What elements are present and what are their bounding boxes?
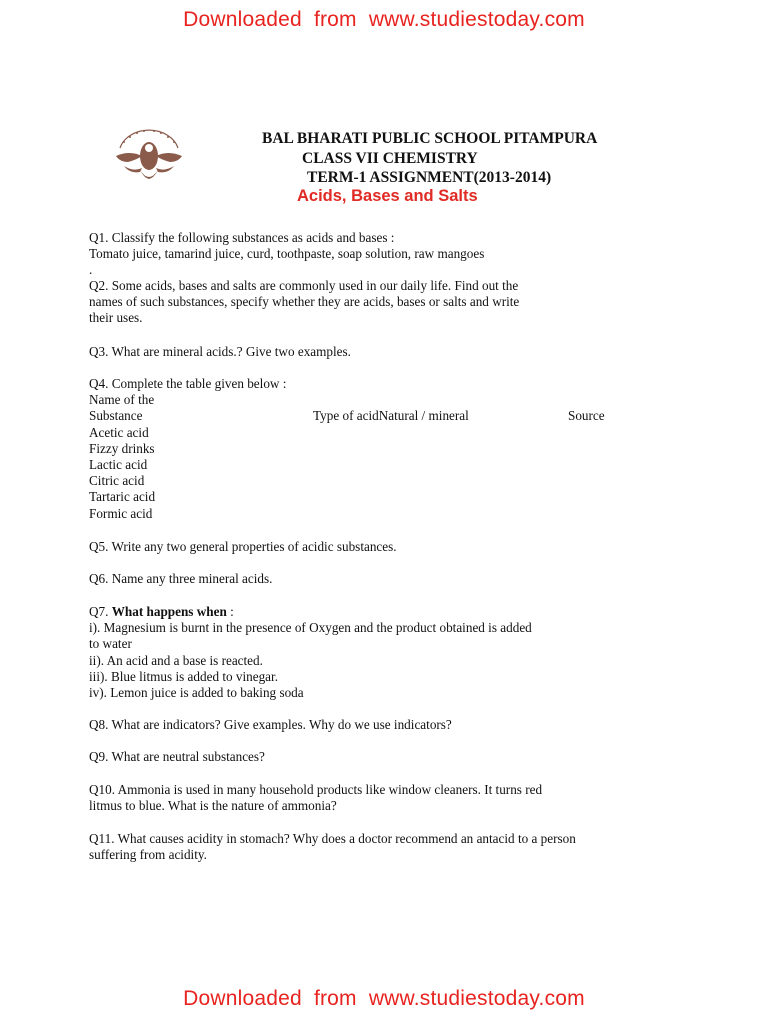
q1-line: Tomato juice, tamarind juice, curd, toothpaste, soap solution, raw mangoes <box>89 246 485 262</box>
q2-line: Q2. Some acids, bases and salts are commonly used in our daily life. Find out the <box>89 278 519 293</box>
q7-bold: What happens when <box>111 604 227 619</box>
table-header-type: Type of acidNatural / mineral <box>313 408 469 423</box>
q7-prefix: Q7. <box>89 604 112 619</box>
question-9 <box>89 749 649 765</box>
q2-line: names of such substances, specify whether they are acids, bases or salts and write <box>89 294 520 310</box>
table-row: Formic acid <box>89 505 153 521</box>
table-row: Fizzy drinks <box>89 440 155 456</box>
school-emblem-icon <box>110 126 188 188</box>
q3-text: Q3. What are mineral acids.? Give two examples. <box>89 344 351 359</box>
table-row: Lactic acid <box>89 457 148 473</box>
q7-suffix: : <box>226 604 234 619</box>
q7-item: iii). Blue litmus is added to vinegar. <box>89 668 278 684</box>
table-row: Acetic acid <box>89 424 149 440</box>
question-10 <box>89 782 649 814</box>
class-subject: CLASS VII CHEMISTRY <box>302 150 478 167</box>
question-2 <box>89 278 649 327</box>
question-7 <box>89 604 649 701</box>
school-name: BAL BHARATI PUBLIC SCHOOL PITAMPURA <box>262 130 598 147</box>
table-header-name: Name of the <box>89 392 155 408</box>
q8-text: Q8. What are indicators? Give examples. Why do we use indicators? <box>89 717 452 732</box>
q4-prompt: Q4. Complete the table given below : <box>89 376 287 391</box>
q11-line: Q11. What causes acidity in stomach? Why does a doctor recommend an antacid to a person <box>89 831 576 846</box>
q7-item: iv). Lemon juice is added to baking soda <box>89 685 304 701</box>
q9-text: Q9. What are neutral substances? <box>89 749 265 764</box>
topic-title: Acids, Bases and Salts <box>297 187 478 205</box>
question-1 <box>89 230 649 279</box>
q2-line: their uses. <box>89 310 143 326</box>
question-11 <box>89 831 669 863</box>
question-6 <box>89 571 649 587</box>
q6-text: Q6. Name any three mineral acids. <box>89 571 273 586</box>
q10-line: Q10. Ammonia is used in many household products like window cleaners. It turns red <box>89 782 543 797</box>
q7-item: i). Magnesium is burnt in the presence of Oxygen and the product obtained is added <box>89 620 532 636</box>
table-header-substance: Substance <box>89 408 143 424</box>
q1-line: Q1. Classify the following substances as acids and bases : <box>89 230 395 245</box>
table-header-source: Source <box>568 408 605 423</box>
download-banner-bottom: Downloaded from www.studiestoday.com <box>183 987 585 1010</box>
q1-line: . <box>89 262 93 278</box>
question-3 <box>89 344 649 360</box>
q7-prompt <box>89 604 649 620</box>
q5-text: Q5. Write any two general properties of acidic substances. <box>89 539 397 554</box>
download-banner-top: Downloaded from www.studiestoday.com <box>183 8 585 31</box>
q10-line: litmus to blue. What is the nature of ammonia? <box>89 798 337 814</box>
question-5 <box>89 539 649 555</box>
table-row: Citric acid <box>89 473 145 489</box>
q7-item: to water <box>89 636 132 652</box>
term-assignment: TERM-1 ASSIGNMENT(2013-2014) <box>307 169 552 186</box>
q11-line: suffering from acidity. <box>89 847 207 863</box>
question-8 <box>89 717 649 733</box>
table-row: Tartaric acid <box>89 489 156 505</box>
q7-item: ii). An acid and a base is reacted. <box>89 652 263 668</box>
question-4 <box>89 376 649 522</box>
